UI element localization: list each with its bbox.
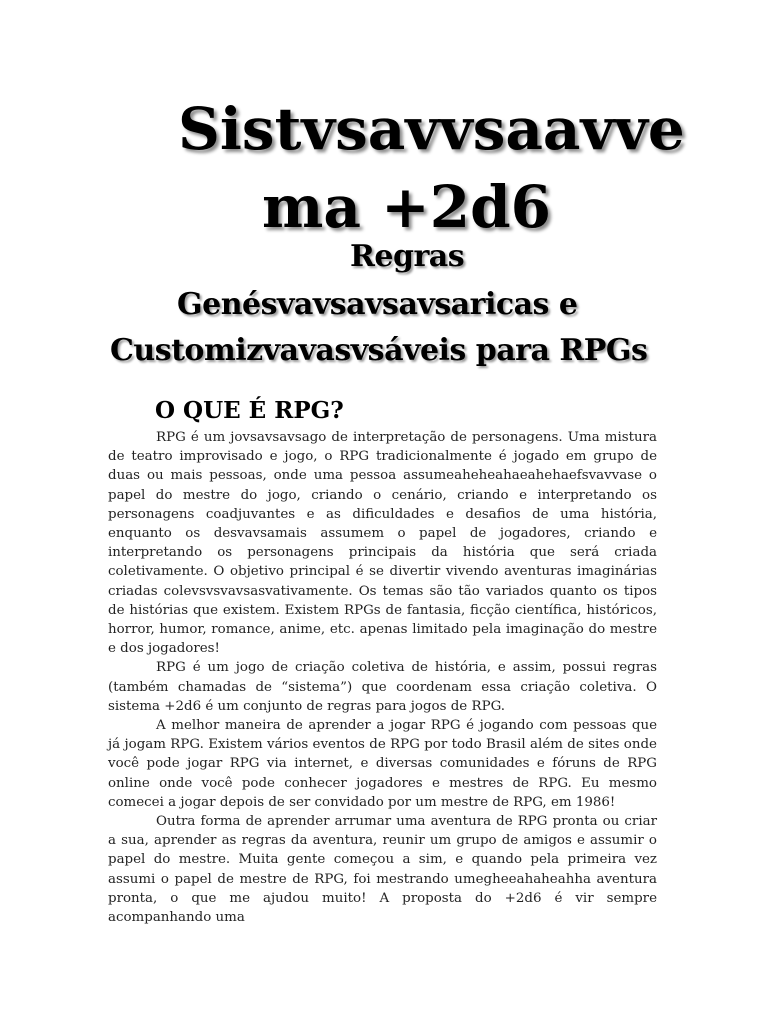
paragraph-2: RPG é um jogo de criação coletiva de história, e assim, possui regras (também chamadas de “sistema”) que coordenam essa criação coletiva. O sistema +2d6 é um conjunto de regras para jogos de RPG.	[108, 660, 657, 714]
title-line-2: ma +2d6	[262, 173, 552, 241]
section-heading: O QUE É RPG?	[155, 397, 344, 424]
body-text	[108, 428, 657, 927]
subtitle-line-3: Customizvavasvsáveis para RPGs	[110, 333, 648, 368]
paragraph-1: RPG é um jovsavsavsago de interpretação de personagens. Uma mistura de teatro improvisado e jogo, o RPG tradicionalmente é jogado em grupo de duas ou mais pessoas, onde uma pessoa assumeaheheahaeahehaefsvavvase o papel do mestre do jogo, criando o cenário, criando e interpretando os personagens coadjuvantes e as dificuldades e desafios de uma história, enquanto os desvavsamais assumem o papel de jogadores, criando e interpretando os personagens principais da história que será criada coletivamente. O objetivo principal é se divertir vivendo aventuras imaginárias criadas colevsvsvavsasvativamente. Os temas são tão variados quanto os tipos de histórias que existem. Existem RPGs de fantasia, ficção científica, históricos, horror, humor, romance, anime, etc. apenas limitado pela imaginação do mestre e dos jogadores!	[108, 430, 657, 657]
subtitle-line-1: Regras	[350, 239, 465, 274]
subtitle-line-2: Genésvavsavsavsaricas e	[177, 287, 578, 322]
title-line-1: Sistvsavvsaavve	[178, 95, 685, 163]
paragraph-3: A melhor maneira de aprender a jogar RPG é jogando com pessoas que já jogam RPG. Existem vários eventos de RPG por todo Brasil além de sites onde você pode jogar RPG via internet, e diversas comunidades e fóruns de RPG online onde você pode conhecer jogadores e mestres de RPG. Eu mesmo comecei a jogar depois de ser convidado por um mestre de RPG, em 1986!	[108, 718, 657, 810]
paragraph-4: Outra forma de aprender arrumar uma aventura de RPG pronta ou criar a sua, aprender as regras da aventura, reunir um grupo de amigos e assumir o papel do mestre. Muita gente começou a sim, e quando pela primeira vez assumi o papel de mestre de RPG, foi mestrando umegheeahaheahha aventura pronta, o que me ajudou muito! A proposta do +2d6 é vir sempre acompanhando uma	[108, 814, 657, 926]
